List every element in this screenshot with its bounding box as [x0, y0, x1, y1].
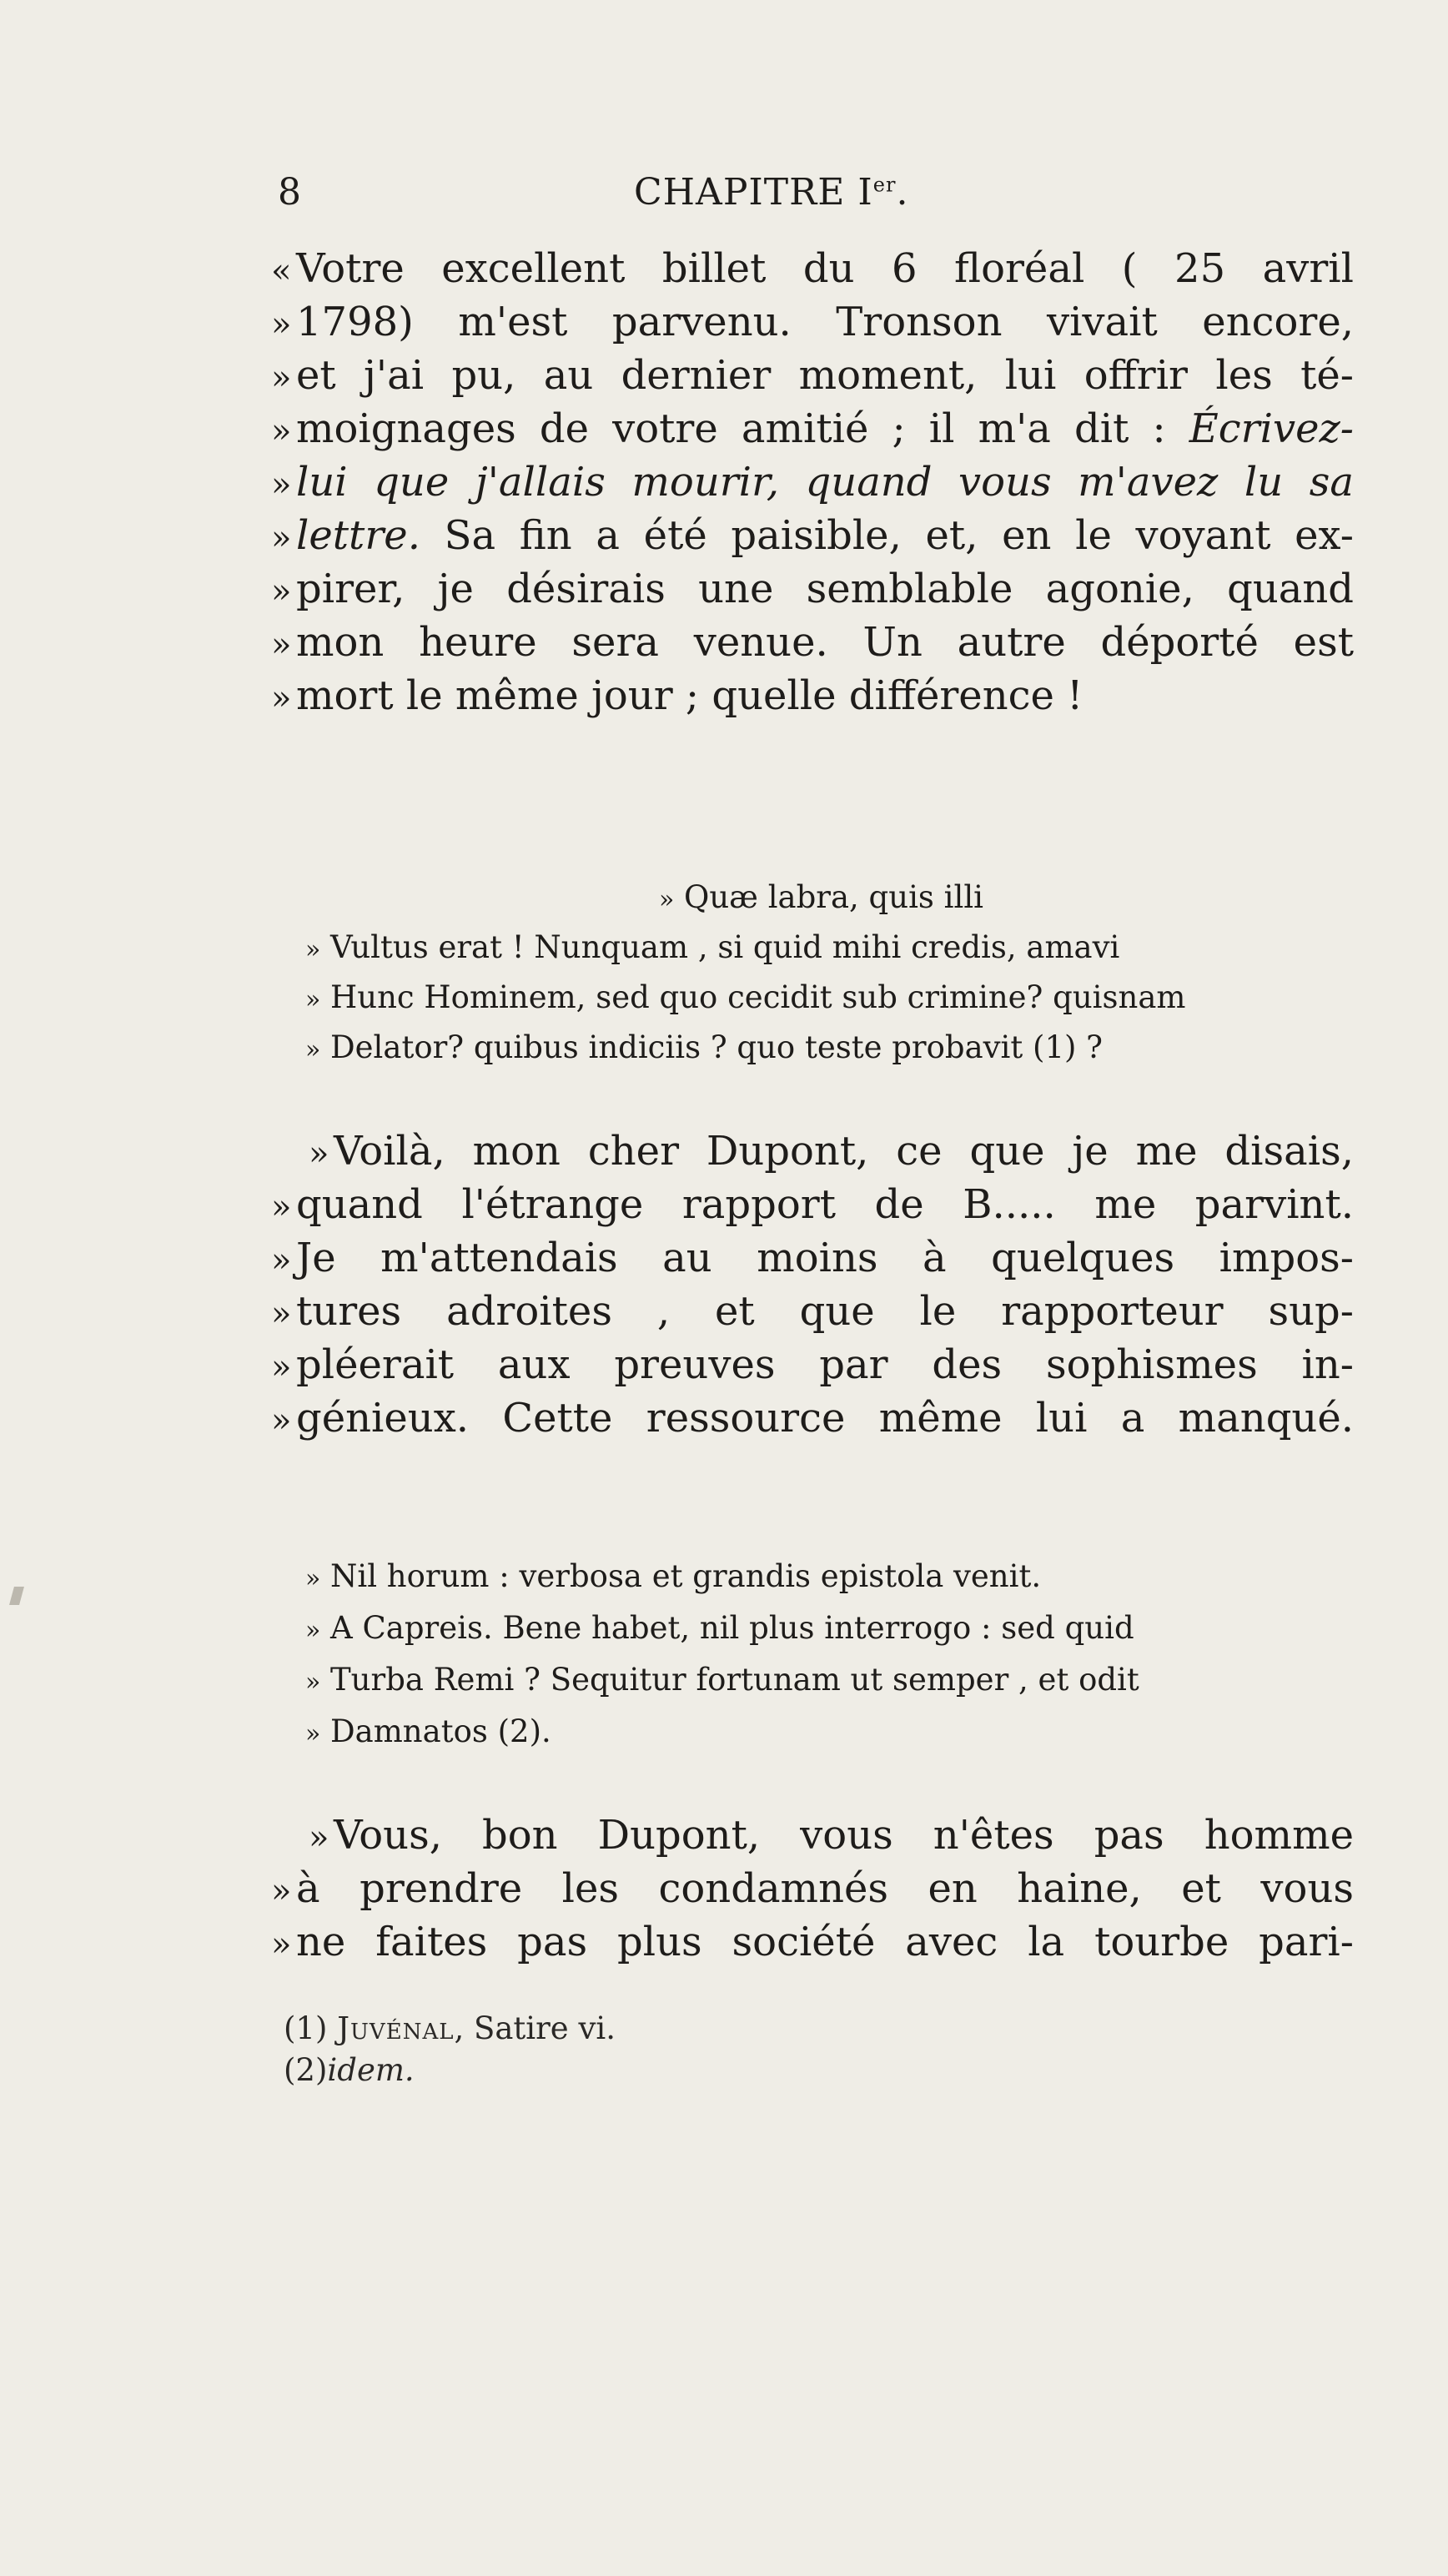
- verse-line: [305, 1557, 1041, 1599]
- footnote-text: idem.: [327, 2052, 415, 2088]
- line-text: Voilà, mon cher Dupont, ce que je me disais,: [334, 1128, 1354, 1175]
- text-line: [271, 457, 1354, 510]
- running-title: [634, 171, 908, 214]
- text-line: [309, 1810, 1354, 1863]
- verse-line: [305, 1660, 1139, 1703]
- footnote-1: [284, 2010, 616, 2046]
- text-line: [271, 1286, 1354, 1339]
- quote-mark: »: [271, 1348, 292, 1386]
- line-text: moignages de votre amitié ; il m'a dit :: [296, 405, 1166, 452]
- text-line: [271, 1340, 1354, 1392]
- line-text: pirer, je désirais une semblable agonie, quand: [296, 566, 1354, 612]
- text-line: [271, 1393, 1354, 1446]
- page-header: [0, 171, 1448, 221]
- quote-mark: »: [271, 1188, 292, 1226]
- verse-line: [305, 1608, 1134, 1651]
- verse-text: Vultus erat ! Nunquam , si quid mihi credis, amavi: [330, 929, 1120, 965]
- quote-mark: »: [271, 1401, 292, 1440]
- line-text: ne faites pas plus société avec la tourbe pari-: [296, 1919, 1354, 1965]
- verse-text: Nil horum : verbosa et grandis epistola venit.: [330, 1558, 1042, 1594]
- italic-text: lettre.: [296, 512, 420, 559]
- text-line: [271, 511, 1354, 563]
- footnote-text: , Satire vi.: [454, 2010, 616, 2046]
- line-text: Sa fin a été paisible, et, en le voyant ex-: [444, 512, 1354, 559]
- footnote-2: [284, 2052, 415, 2088]
- verse-text: Delator? quibus indiciis ? quo teste probavit (1) ?: [330, 1029, 1104, 1065]
- verse-text: Turba Remi ? Sequitur fortunam ut semper , et odit: [330, 1662, 1139, 1698]
- line-text: génieux. Cette ressource même lui a manqué.: [296, 1395, 1354, 1441]
- quote-mark: »: [305, 1564, 321, 1593]
- quote-mark: »: [309, 1135, 329, 1173]
- quote-mark: »: [309, 1819, 329, 1857]
- quote-mark: »: [305, 1035, 321, 1064]
- footnote-mark: (1): [284, 2010, 328, 2046]
- line-text: Votre excellent billet du 6 floréal ( 25 avril: [296, 245, 1354, 292]
- quote-mark: »: [271, 1925, 292, 1964]
- running-title-text: CHAPITRE I: [634, 171, 873, 214]
- quote-mark: »: [305, 1668, 321, 1697]
- text-line: [271, 297, 1354, 350]
- quote-mark: »: [271, 1872, 292, 1910]
- quote-mark: »: [271, 305, 292, 344]
- text-line: [271, 1180, 1354, 1232]
- line-text: tures adroites , et que le rapporteur sup-: [296, 1288, 1354, 1335]
- verse-text: A Capreis. Bene habet, nil plus interrogo : sed quid: [330, 1610, 1134, 1646]
- line-text: pléerait aux preuves par des sophismes in-: [296, 1341, 1354, 1388]
- title-superscript: er: [872, 173, 897, 197]
- verse-line: [305, 1028, 1103, 1070]
- text-line: [271, 1233, 1354, 1285]
- verse-text: Quæ labra, quis illi: [684, 879, 983, 915]
- verse-line: [659, 878, 983, 920]
- text-line: [271, 244, 1354, 296]
- line-text: 1798) m'est parvenu. Tronson vivait encore,: [296, 299, 1354, 345]
- text-line: [271, 1864, 1354, 1916]
- quote-mark: «: [271, 252, 292, 290]
- verse-line: [305, 978, 1185, 1020]
- quote-mark: »: [271, 626, 292, 664]
- text-line: [271, 350, 1354, 403]
- quote-mark: »: [271, 359, 292, 397]
- quote-mark: »: [305, 1719, 321, 1748]
- page-number: 8: [278, 171, 301, 214]
- text-line: [271, 617, 1354, 670]
- text-line: [271, 564, 1354, 616]
- line-text: quand l'étrange rapport de B..... me parvint.: [296, 1181, 1354, 1228]
- quote-mark: »: [659, 885, 675, 914]
- quote-mark: »: [271, 1295, 292, 1333]
- line-text: Vous, bon Dupont, vous n'êtes pas homme: [334, 1812, 1354, 1859]
- italic-text: Écrivez-: [1189, 405, 1354, 452]
- text-line: [271, 671, 1354, 723]
- verse-text: Hunc Hominem, sed quo cecidit sub crimine? quisnam: [330, 979, 1186, 1015]
- quote-mark: »: [271, 679, 292, 717]
- quote-mark: »: [271, 519, 292, 557]
- footnote-mark: (2): [284, 2052, 328, 2088]
- quote-mark: »: [271, 1241, 292, 1280]
- text-line: [271, 1917, 1354, 1970]
- italic-text: lui que j'allais mourir, quand vous m'avez lu sa: [296, 459, 1354, 506]
- verse-line: [305, 928, 1119, 970]
- quote-mark: »: [305, 935, 321, 964]
- text-line: [309, 1126, 1354, 1179]
- quote-mark: »: [271, 465, 292, 504]
- line-text: et j'ai pu, au dernier moment, lui offrir les té-: [296, 352, 1354, 399]
- line-text: à prendre les condamnés en haine, et vous: [296, 1865, 1354, 1912]
- text-line: [271, 404, 1354, 456]
- line-text: Je m'attendais au moins à quelques impos-: [296, 1235, 1354, 1281]
- quote-mark: »: [271, 412, 292, 450]
- title-period: .: [896, 171, 909, 214]
- ink-mark: [9, 1587, 24, 1605]
- line-text: mon heure sera venue. Un autre déporté est: [296, 619, 1354, 666]
- line-text: mort le même jour ; quelle différence !: [296, 672, 1083, 719]
- verse-text: Damnatos (2).: [330, 1713, 551, 1749]
- quote-mark: »: [305, 1616, 321, 1645]
- quote-mark: »: [305, 985, 321, 1014]
- verse-line: [305, 1712, 551, 1754]
- quote-mark: »: [271, 572, 292, 611]
- footnote-author: Juvénal: [337, 2010, 455, 2046]
